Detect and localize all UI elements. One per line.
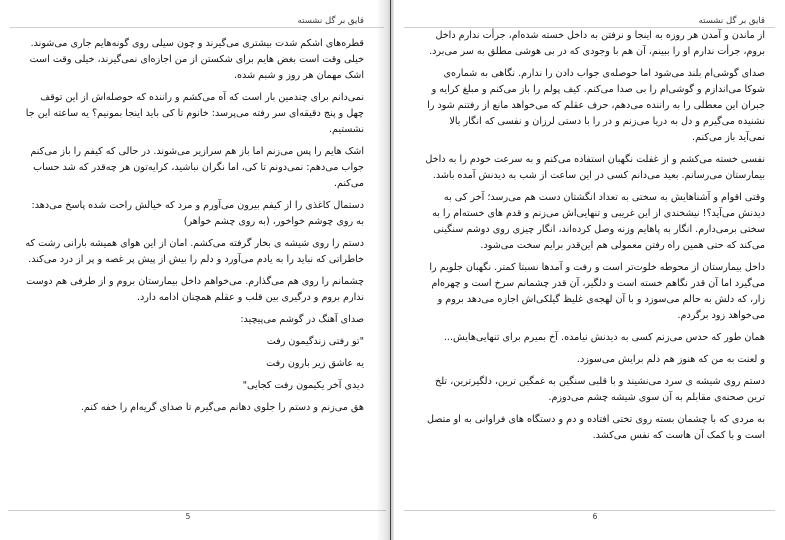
- footer-rule: [8, 510, 386, 511]
- footer-rule: [404, 510, 775, 511]
- paragraph: نمی‌دانم برای چندمین بار است که آه می‌کشم و راننده که حوصله‌اش از این توقف چهل و پنج دقیقه‌ای سر رفته می‌پرسد: خانوم تا کی باید اینجا بمونیم؟ یه ساعته این جا نشستیم.: [25, 92, 364, 135]
- paragraph: از ماندن و آمدن هر روزه به اینجا و نرفتن به داخل خسته شده‌ام، جرأت ندارم داخل بروم، جرأت ندارم او را ببینم، آن هم با وجودی که در بی هوشی مطلق به سر می‌برد.: [429, 30, 765, 57]
- paragraph: هق می‌زنم و دستم را جلوی دهانم می‌گیرم تا صدای گریه‌ام را خفه کنم.: [80, 402, 364, 413]
- running-title: قایق بر گل نشسته: [297, 16, 364, 26]
- page-number: 5: [185, 512, 191, 521]
- poem-line: یه عاشق زیر بارون رفت: [266, 358, 364, 369]
- paragraph: قطره‌های اشکم شدت بیشتری می‌گیرند و چون سیلی روی گونه‌هایم جاری می‌شوند. خیلی وقت است بغض هایم برای شکستن از من اجازه‌ای نمی‌گیرند، خیلی وقت است اشک مهمان هر روز و شبم شده.: [29, 38, 364, 81]
- paragraph: داخل بیمارستان از محوطه خلوت‌تر است و رفت و آمدها نسبتا کمتر. نگهبان جلویم را می‌گیرد اما آن قدر نگاهم خسته است و دلگیر، آن قدر چشمانم سرخ است و چهره‌ام زار، که دلش به حالم می‌سوزد و با آن لهجه‌ی غلیظ گیلکی‌اش اجازه می‌دهد بروم و می‌خواهد زود برگردم.: [429, 262, 765, 321]
- book-spine-line: [390, 0, 391, 540]
- paragraph: چشمانم را روی هم می‌گذارم. می‌خواهم داخل بیمارستان بروم و از طرفی هم دوست ندارم بروم و درگیری بین قلب و عقلم همچنان ادامه دارد.: [26, 276, 364, 303]
- poem-line: "تو رفتی زندگیمون رفت: [266, 336, 364, 347]
- page-number: 6: [592, 512, 598, 521]
- paragraph: اشک هایم را پس می‌زنم اما باز هم سرازیر می‌شوند. در حالی که کیفم را باز می‌کنم جواب می‌دهم: نمی‌دونم تا کی، اما نگران نباشید، کرایه‌تون هر چه‌قدر که شد حساب می‌کنم.: [30, 146, 364, 189]
- paragraph: دستمال کاغذی را از کیفم بیرون می‌آورم و مرد که خیالش راحت شده پاسخ می‌دهد: به روی چوشم خواخور، (به روی چشم خواهر): [31, 200, 364, 227]
- paragraph: و لعنت به من که هنوز هم دلم برایش می‌سوزد.: [576, 354, 765, 365]
- poem-line: دیدی آخر یکیمون رفت کجایی": [242, 380, 364, 391]
- header-rule: [10, 27, 384, 28]
- paragraph: صدای گوشی‌ام بلند می‌شود اما حوصله‌ی جواب دادن را ندارم. نگاهی به شماره‌ی شوکا می‌اندازم و گوشی‌ام را بی صدا می‌کنم. کیف پولم را باز می‌کنم و مبلغ کرایه و جبران این معطلی را به راننده می‌دهم، حرف عقلم که می‌خواهد مانع از رفتنم شود را نشنیده می‌گیرم و دل به دریا می‌زنم و در را با دستی لرزان و نفسی که انگار بالا نمی‌آید باز می‌کنم.: [427, 68, 765, 143]
- paragraph: صدای آهنگ در گوشم می‌پیچید:: [240, 314, 364, 325]
- paragraph: نفسی خسته می‌کشم و از غفلت نگهبان استفاده می‌کنم و به سرعت خودم را به داخل بیمارستان می‌رسانم. بعید می‌دانم کسی در این ساعت از شب به دیدنش آمده باشد.: [425, 154, 765, 181]
- paragraph: وقتی اقوام و آشناهایش به سختی به تعداد انگشتان دست هم می‌رسد؛ آخر کی به دیدنش می‌آید؟! نیشخندی از این غریبی و تنهایی‌اش می‌زنم و قدم های خسته‌ام را به سختی برمی‌دارم. انگار به پاهایم وزنه وصل کرده‌اند، انگار چیزی روی دوشم سنگینی می‌کند که حتی همین راه رفتن معمولی هم این‌قدر برایم سخت می‌شود.: [432, 192, 765, 251]
- page-body-text: [422, 28, 765, 450]
- right-page: [394, 0, 785, 540]
- paragraph: به مردی که با چشمان بسته روی تختی افتاده و دم و دستگاه های فراوانی به او متصل است و با کمک آن هاست که نفس می‌کشد.: [426, 414, 765, 441]
- paragraph: همان طور که حدس می‌زنم کسی به دیدنش نیامده. آخ بمیرم برای تنهایی‌هایش...: [443, 332, 765, 343]
- running-title: قایق بر گل نشسته: [698, 16, 765, 26]
- paragraph: دستم را روی شیشه ی بخار گرفته می‌کشم. امان از این هوای همیشه بارانی رشت که خاطراتی که نباید را به یادم می‌آورد و دلم را بیش از پیش پر غصه و پر از درد می‌کند.: [25, 238, 364, 265]
- page-body-text: [22, 36, 364, 422]
- paragraph: دستم روی شیشه ی سرد می‌نشیند و با قلبی سنگین به غمگین ترین، دلگیرترین، تلخ ترین صحنه‌ی مقابلم به آن سوی شیشه چشم می‌دوزم.: [435, 376, 765, 403]
